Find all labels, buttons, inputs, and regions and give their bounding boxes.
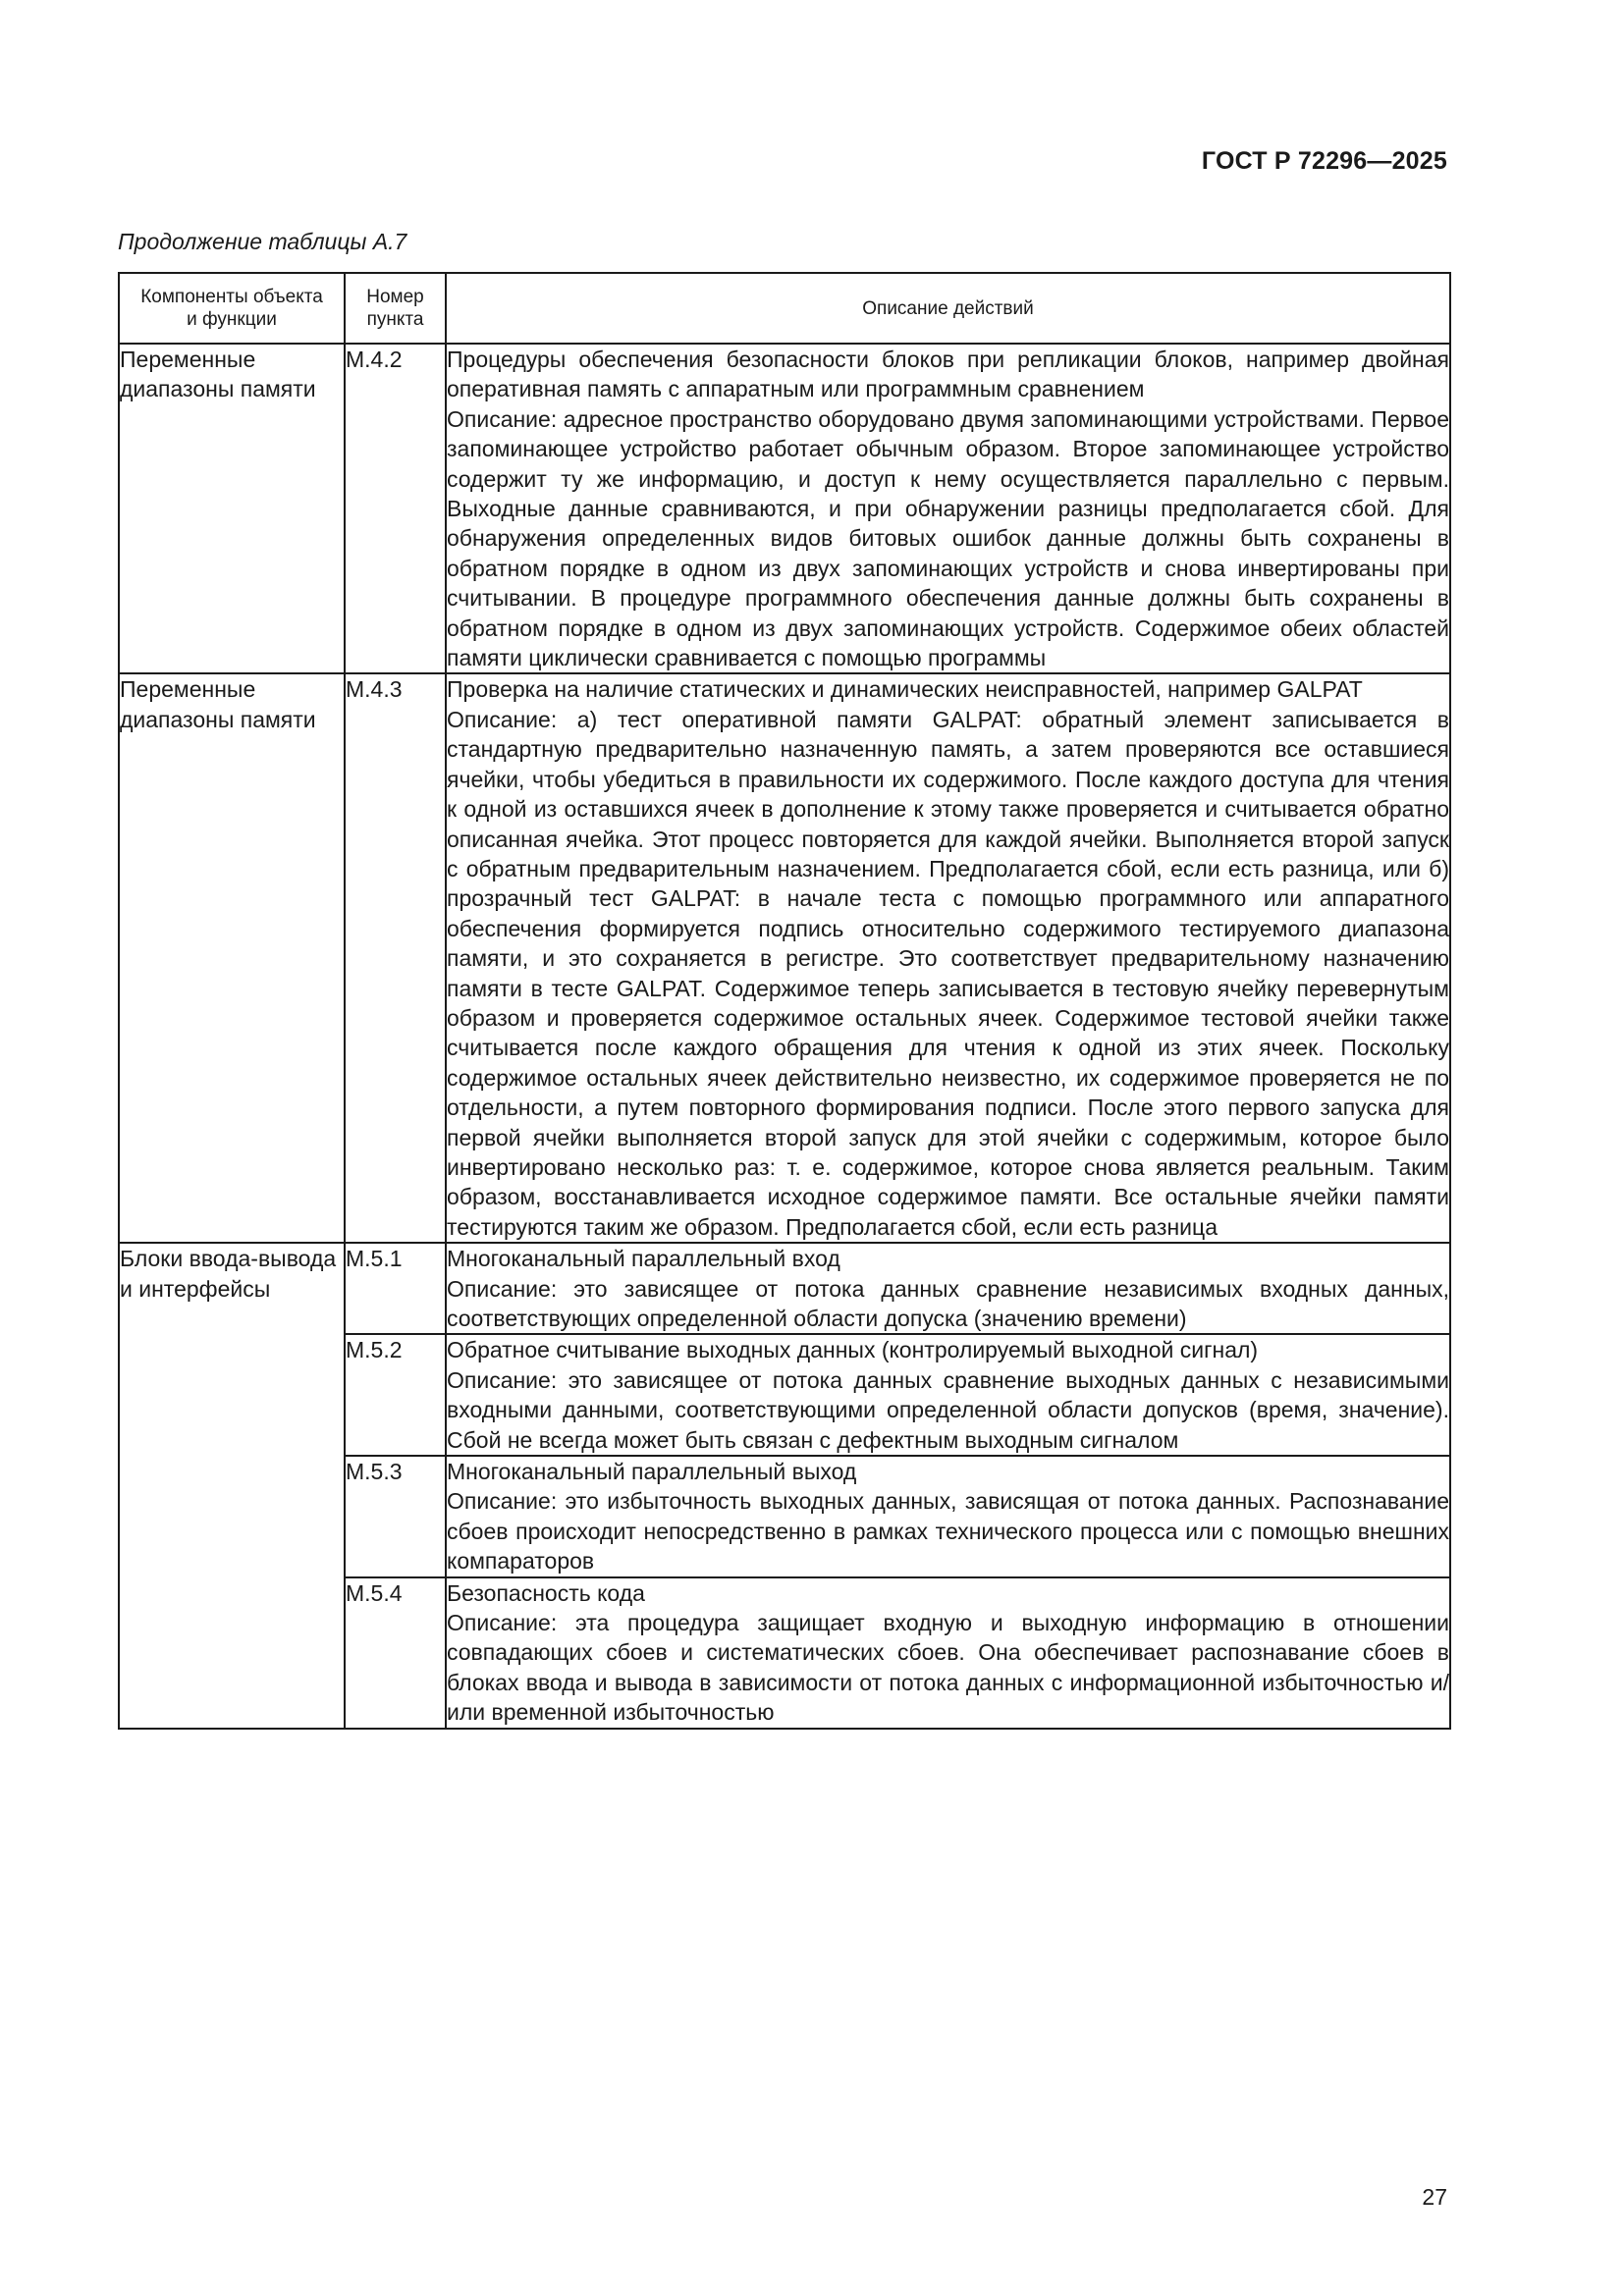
column-header-components: Компоненты объекта и функции: [119, 273, 345, 344]
description-title: Процедуры обеспечения безопасности блоков при репликации блоков, например двойная оперативная память с аппаратным или программным сравнением: [447, 347, 1449, 402]
column-header-description: Описание действий: [446, 273, 1450, 344]
document-code: ГОСТ Р 72296—2025: [1201, 147, 1447, 175]
description-text: Описание: адресное пространство оборудовано двумя запоминающими устройствами. Первое запоминающее устройство работает обычным образом. Второе запоминающее устройство содержит ту же информацию, и доступ к нему осуществляется параллельно с первым. Выходные данные сравниваются, и при обнаружении разницы предполагается сбой. Для обнаружения определенных видов битовых ошибок данные должны быть сохранены в обратном порядке в одном из двух запоминающих устройств и снова инвертированы при считывании. В процедуре программного обеспечения данные должны быть сохранены в обратном порядке в одном из двух запоминающих устройств. Содержимое обеих областей памяти циклически сравнивается с помощью программы: [447, 405, 1449, 671]
item-number-cell: М.5.1: [345, 1243, 446, 1334]
description-text: Описание: а) тест оперативной памяти GALPAT: обратный элемент записывается в стандартную предварительно назначенную память, а затем проверяются все оставшиеся ячейки, чтобы убедиться в правильности их содержимого. После каждого доступа для чтения к одной из оставшихся ячеек в дополнение к этому также проверяется и считывается обратно описанная ячейка. Этот процесс повторяется для каждой ячейки. Выполняется второй запуск с обратным предварительным назначением. Предполагается сбой, если есть разница, или б) прозрачный тест GALPAT: в начале теста с помощью программного или аппаратного обеспечения формируется подпись относительно содержимого тестируемого диапазона памяти, и это сохраняется в регистре. Это соответствует предварительному назначению памяти в тесте GALPAT. Содержимое теперь записывается в тестовую ячейку перевернутым образом и проверяется содержимое остальных ячеек. Содержимое тестовой ячейки также считывается после каждого обращения для чтения к одной из этих ячеек. Поскольку содержимое остальных ячеек действительно неизвестно, их содержимое проверяется не по отдельности, а путем повторного формирования подписи. После этого первого запуска для первой ячейки выполняется второй запуск для этой ячейки с содержимым, которое было инвертировано несколько раз: т. е. содержимое, которое снова является реальным. Таким образом, восстанавливается исходное содержимое памяти. Все остальные ячейки памяти тестируются таким же образом. Предполагается сбой, если есть разница: [447, 706, 1449, 1240]
description-cell: [446, 1334, 1450, 1456]
description-text: Описание: эта процедура защищает входную и выходную информацию в отношении совпадающих сбоев и систематических сбоев. Она обеспечивает распознавание сбоев в блоках ввода и вывода в зависимости от потока данных с информационной избыточностью и/или временной избыточностью: [447, 1610, 1449, 1726]
table-row: [119, 673, 1450, 1243]
component-cell: Блоки ввода-вывода и интерфейсы: [119, 1243, 345, 1729]
description-title: Обратное считывание выходных данных (контролируемый выходной сигнал): [447, 1337, 1259, 1363]
description-cell: [446, 1243, 1450, 1334]
item-number-cell: М.5.3: [345, 1456, 446, 1577]
description-text: Описание: это избыточность выходных данных, зависящая от потока данных. Распознавание сбоев происходит непосредственно в рамках технического процесса или с помощью внешних компараторов: [447, 1488, 1449, 1575]
table-caption: Продолжение таблицы А.7: [118, 229, 407, 254]
column-header-number: Номер пункта: [345, 273, 446, 344]
actions-table: [118, 272, 1451, 1730]
description-cell: [446, 673, 1450, 1243]
component-cell: Переменные диапазоны памяти: [119, 673, 345, 1243]
table-row: [119, 1243, 1450, 1334]
description-title: Многоканальный параллельный вход: [447, 1246, 840, 1272]
item-number-cell: М.4.2: [345, 344, 446, 673]
item-number-cell: М.5.2: [345, 1334, 446, 1456]
table-header-row: [119, 273, 1450, 344]
description-cell: [446, 1456, 1450, 1577]
table-row: [119, 344, 1450, 673]
description-title: Многоканальный параллельный выход: [447, 1459, 857, 1485]
component-cell: Переменные диапазоны памяти: [119, 344, 345, 673]
item-number-cell: М.4.3: [345, 673, 446, 1243]
description-cell: [446, 1577, 1450, 1729]
description-cell: [446, 344, 1450, 673]
description-text: Описание: это зависящее от потока данных сравнение независимых входных данных, соответствующих определенной области допуска (значению времени): [447, 1275, 1449, 1331]
item-number-cell: М.5.4: [345, 1577, 446, 1729]
description-title: Безопасность кода: [447, 1579, 645, 1606]
page-number: 27: [1422, 2184, 1447, 2210]
description-text: Описание: это зависящее от потока данных сравнение выходных данных с независимыми входными данными, соответствующими определенной области допусков (время, значение). Сбой не всегда может быть связан с дефектным выходным сигналом: [447, 1366, 1449, 1453]
description-title: Проверка на наличие статических и динамических неисправностей, например GALPAT: [447, 676, 1363, 703]
